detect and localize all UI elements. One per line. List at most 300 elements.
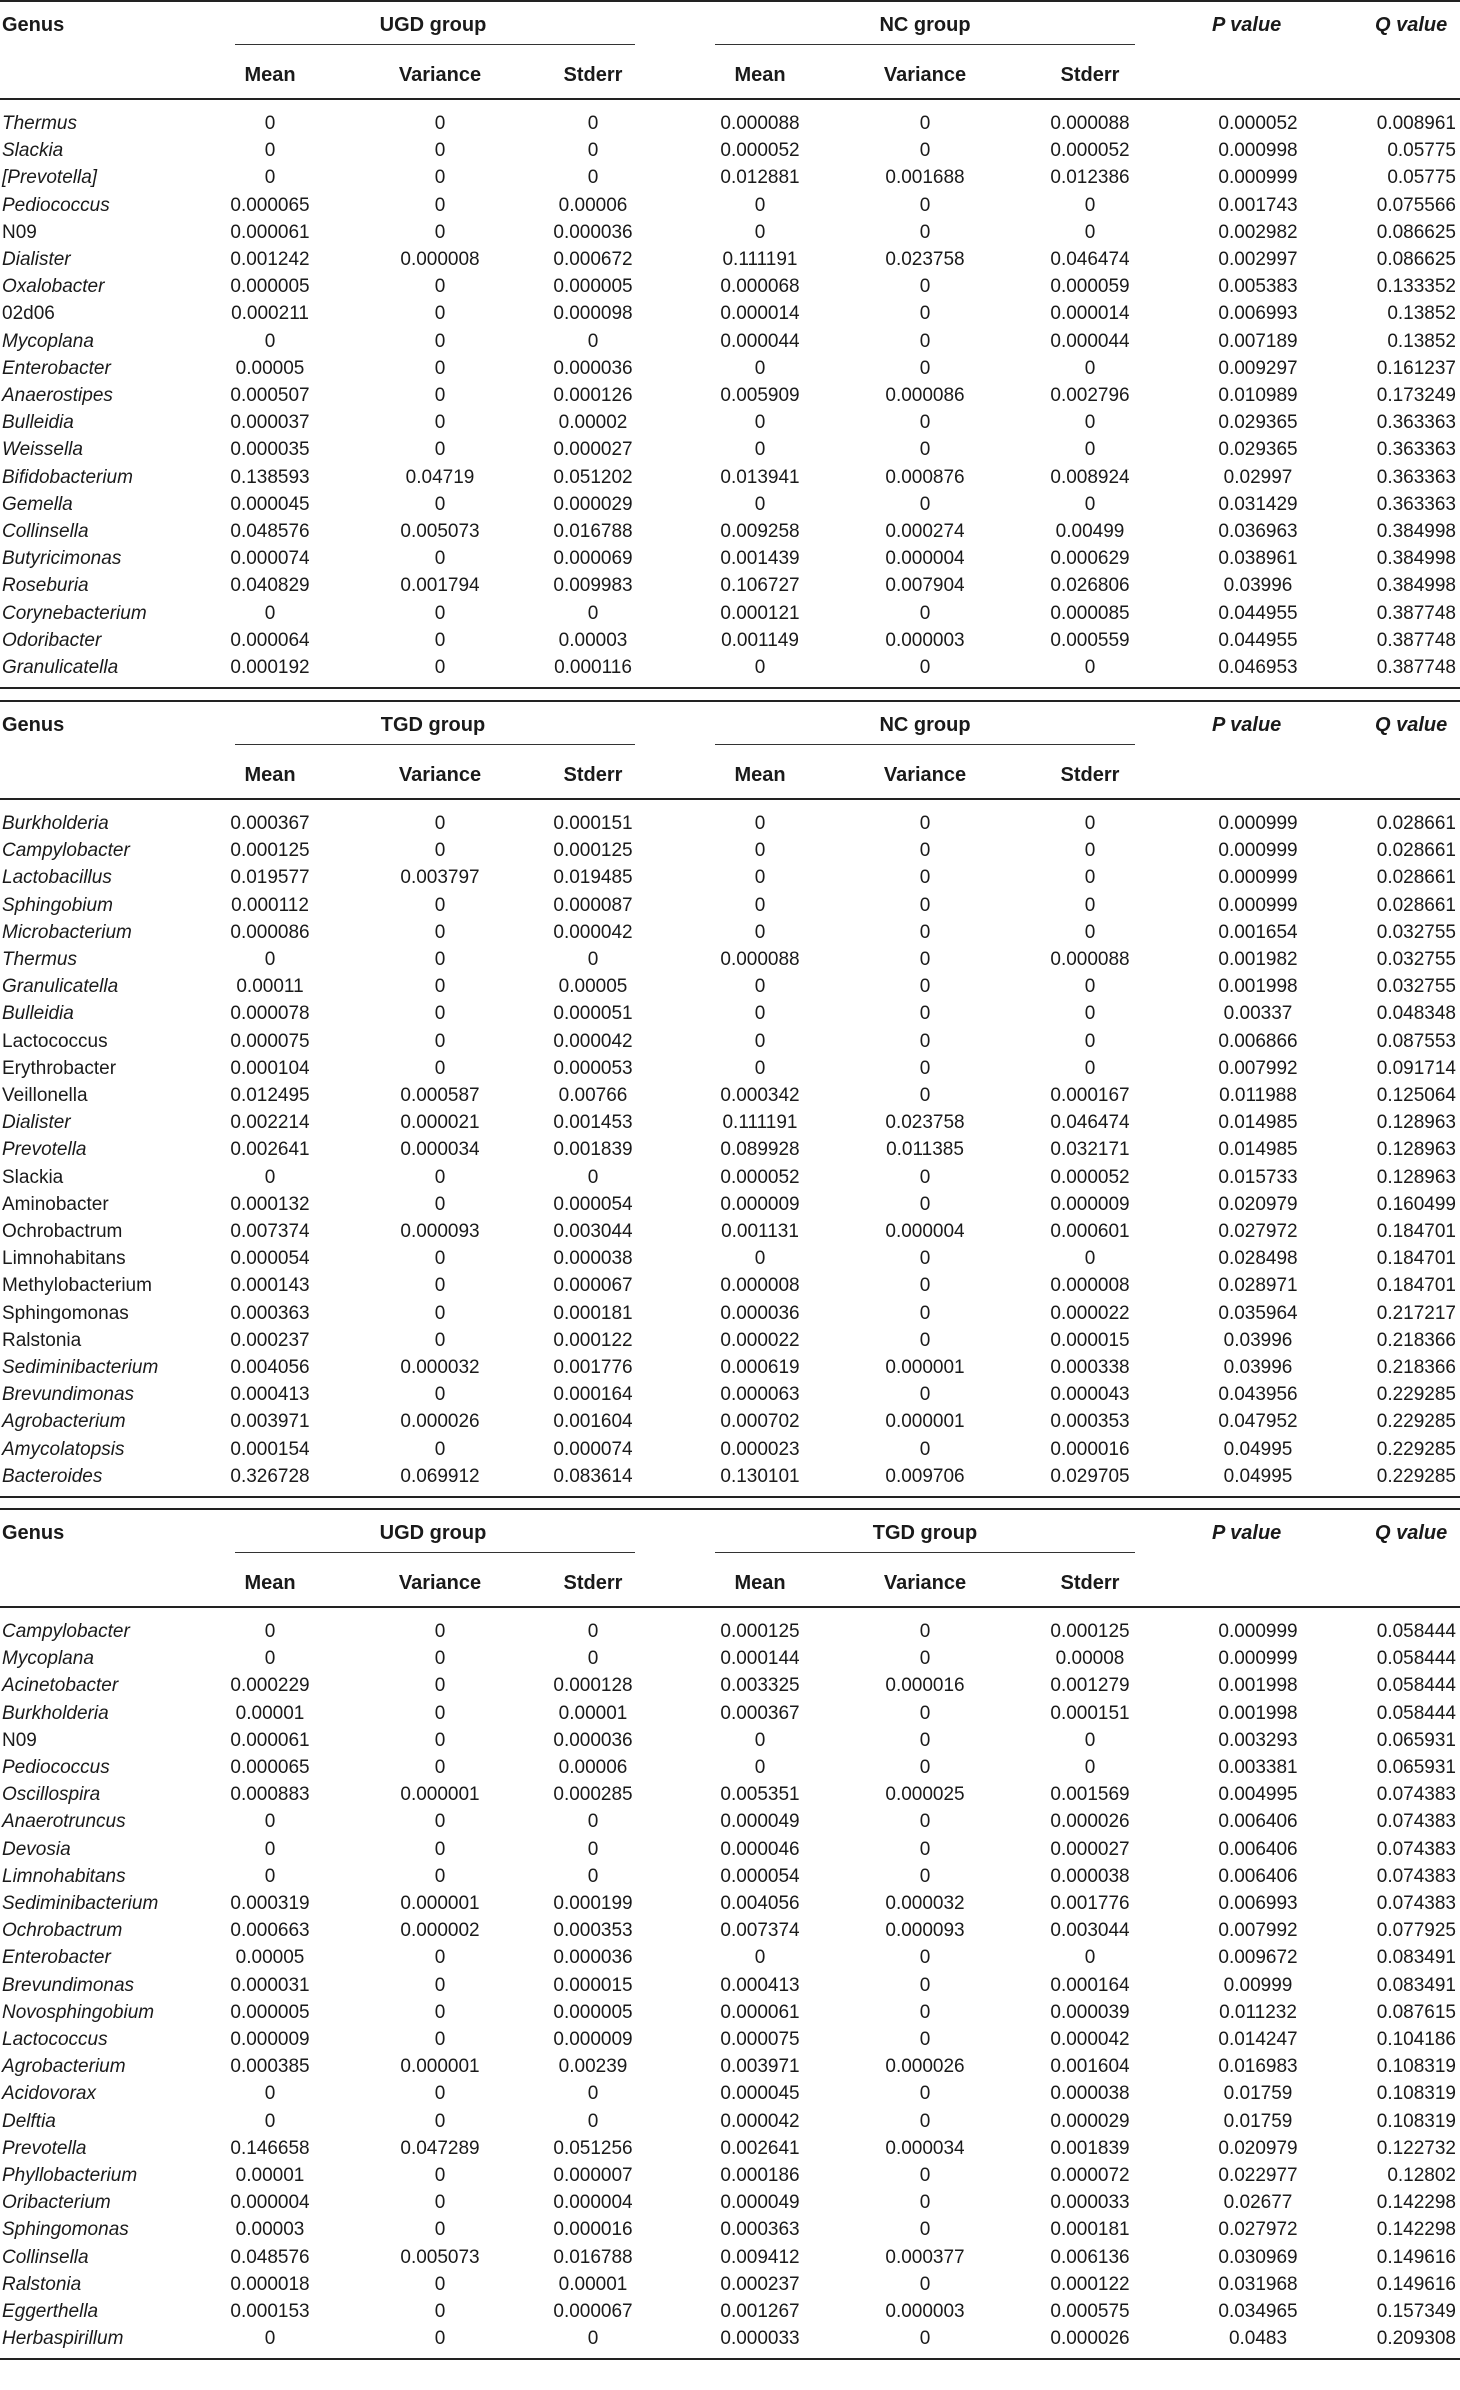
value-cell: 0.000049 bbox=[720, 2192, 800, 2214]
genus-header: Genus bbox=[2, 1522, 65, 1544]
value-cell: 0 bbox=[919, 1702, 931, 1724]
q-value-header: Q value bbox=[1375, 14, 1448, 36]
value-cell: 0.000007 bbox=[553, 2165, 633, 2186]
value-cell: 0.058444 bbox=[1376, 1675, 1456, 1697]
value-cell: 0.00001 bbox=[235, 2165, 305, 2186]
value-cell: 0.161237 bbox=[1376, 357, 1456, 379]
genus-cell: Limnohabitans bbox=[2, 1248, 126, 1270]
table-row bbox=[0, 2053, 1460, 2080]
value-cell: 0.029705 bbox=[1050, 1465, 1130, 1487]
table-row bbox=[0, 1972, 1460, 1999]
table-row bbox=[0, 1164, 1460, 1191]
value-cell: 0.016788 bbox=[553, 2246, 633, 2268]
value-cell: 0.001604 bbox=[553, 1411, 633, 1433]
value-cell: 0 bbox=[434, 2219, 446, 2241]
value-cell: 0.000016 bbox=[553, 2219, 633, 2241]
value-cell: 0.04719 bbox=[405, 466, 475, 488]
value-cell: 0 bbox=[919, 1329, 931, 1351]
value-cell: 0 bbox=[587, 167, 599, 189]
value-cell: 0 bbox=[754, 1003, 766, 1025]
value-cell: 0.001242 bbox=[230, 249, 310, 270]
value-cell: 0.000065 bbox=[230, 1757, 310, 1778]
sub-header-variance: Variance bbox=[883, 1572, 967, 1594]
genus-cell: Ochrobactrum bbox=[2, 1920, 123, 1942]
value-cell: 0.001839 bbox=[553, 1139, 633, 1161]
value-cell: 0.003044 bbox=[553, 1221, 633, 1242]
value-cell: 0 bbox=[434, 894, 446, 916]
table-row bbox=[0, 273, 1460, 300]
value-cell: 0.000001 bbox=[885, 1411, 965, 1433]
value-cell: 0.03996 bbox=[1223, 1357, 1293, 1378]
table-row bbox=[0, 2216, 1460, 2243]
value-cell: 0.209308 bbox=[1376, 2328, 1456, 2350]
genus-cell: Odoribacter bbox=[2, 629, 102, 651]
value-cell: 0 bbox=[919, 113, 931, 134]
value-cell: 0.000063 bbox=[720, 1384, 800, 1406]
value-cell: 0.030969 bbox=[1218, 2246, 1298, 2268]
table-row bbox=[0, 1672, 1460, 1699]
value-cell: 0.031429 bbox=[1218, 493, 1298, 515]
value-cell: 0.000342 bbox=[720, 1085, 800, 1106]
value-cell: 0 bbox=[919, 657, 931, 678]
genus-cell: Roseburia bbox=[2, 575, 89, 597]
value-cell: 0.010989 bbox=[1218, 385, 1298, 406]
value-cell: 0.000009 bbox=[720, 1193, 800, 1215]
value-cell: 0 bbox=[434, 330, 446, 352]
value-cell: 0.074383 bbox=[1376, 1838, 1456, 1860]
value-cell: 0.036963 bbox=[1218, 521, 1298, 542]
value-cell: 0.000088 bbox=[1050, 113, 1130, 134]
table-row bbox=[0, 328, 1460, 355]
value-cell: 0 bbox=[264, 602, 276, 624]
table-row bbox=[0, 1463, 1460, 1490]
table-row bbox=[0, 1836, 1460, 1863]
value-cell: 0.000237 bbox=[230, 1329, 310, 1351]
value-cell: 0 bbox=[434, 439, 446, 461]
value-cell: 0 bbox=[919, 1003, 931, 1025]
genus-cell: Bifidobacterium bbox=[2, 466, 133, 488]
value-cell: 0.027972 bbox=[1218, 2219, 1298, 2241]
value-cell: 0 bbox=[919, 1030, 931, 1052]
table-row bbox=[0, 1055, 1460, 1082]
value-cell: 0 bbox=[434, 1811, 446, 1833]
value-cell: 0.074383 bbox=[1376, 1784, 1456, 1806]
value-cell: 0 bbox=[919, 1302, 931, 1324]
value-cell: 0.048348 bbox=[1376, 1003, 1456, 1025]
genus-cell: Bulleidia bbox=[2, 412, 74, 434]
value-cell: 0 bbox=[1084, 221, 1096, 243]
group2-underline bbox=[715, 744, 1135, 745]
value-cell: 0.000044 bbox=[1050, 330, 1130, 352]
value-cell: 0 bbox=[1084, 1003, 1096, 1025]
sub-header-stderr: Stderr bbox=[563, 64, 623, 86]
value-cell: 0 bbox=[264, 140, 276, 162]
value-cell: 0 bbox=[587, 602, 599, 624]
value-cell: 0.128963 bbox=[1376, 1166, 1456, 1188]
table-row bbox=[0, 892, 1460, 919]
value-cell: 0 bbox=[587, 2328, 599, 2350]
value-cell: 0.000085 bbox=[1050, 602, 1130, 624]
table-row bbox=[0, 837, 1460, 864]
value-cell: 0.074383 bbox=[1376, 1893, 1456, 1914]
table-row bbox=[0, 1944, 1460, 1971]
table-bottom-rule bbox=[0, 2358, 1460, 2360]
value-cell: 0.000054 bbox=[553, 1193, 633, 1215]
value-cell: 0.000876 bbox=[885, 466, 965, 488]
value-cell: 0.000087 bbox=[553, 894, 633, 916]
value-cell: 0 bbox=[264, 1648, 276, 1670]
value-cell: 0.000022 bbox=[1050, 1302, 1130, 1324]
value-cell: 0.000046 bbox=[720, 1838, 800, 1860]
genus-cell: Erythrobacter bbox=[2, 1057, 117, 1079]
genus-cell: [Prevotella] bbox=[2, 167, 98, 189]
genus-cell: Brevundimonas bbox=[2, 1974, 135, 1996]
table-row bbox=[0, 1245, 1460, 1272]
value-cell: 0.009258 bbox=[720, 521, 800, 542]
value-cell: 0.091714 bbox=[1376, 1057, 1456, 1079]
value-cell: 0 bbox=[754, 921, 766, 943]
table-row bbox=[0, 1781, 1460, 1808]
value-cell: 0.047952 bbox=[1218, 1411, 1298, 1433]
value-cell: 0.048576 bbox=[230, 521, 310, 542]
value-cell: 0.009983 bbox=[553, 575, 633, 597]
value-cell: 0.000035 bbox=[230, 439, 310, 461]
value-cell: 0.000014 bbox=[1050, 303, 1130, 325]
genus-cell: Dialister bbox=[2, 1112, 71, 1134]
value-cell: 0.077925 bbox=[1376, 1920, 1456, 1942]
value-cell: 0.326728 bbox=[230, 1465, 310, 1487]
table-row bbox=[0, 1354, 1460, 1381]
table-row bbox=[0, 1754, 1460, 1781]
value-cell: 0 bbox=[587, 330, 599, 352]
value-cell: 0.387748 bbox=[1376, 629, 1456, 651]
value-cell: 0.000367 bbox=[720, 1702, 800, 1724]
value-cell: 0.000061 bbox=[720, 2001, 800, 2023]
value-cell: 0 bbox=[587, 113, 599, 134]
value-cell: 0.142298 bbox=[1376, 2192, 1456, 2214]
genus-cell: Veillonella bbox=[2, 1085, 88, 1106]
sub-header-stderr: Stderr bbox=[563, 764, 623, 786]
value-cell: 0.363363 bbox=[1376, 466, 1456, 488]
value-cell: 0.011385 bbox=[886, 1139, 964, 1161]
value-cell: 0.05775 bbox=[1387, 167, 1456, 189]
value-cell: 0 bbox=[434, 1030, 446, 1052]
value-cell: 0 bbox=[919, 1974, 931, 1996]
value-cell: 0.014247 bbox=[1218, 2029, 1298, 2050]
genus-cell: Thermus bbox=[2, 949, 77, 970]
value-cell: 0 bbox=[434, 1193, 446, 1215]
value-cell: 0.016788 bbox=[553, 521, 633, 542]
value-cell: 0 bbox=[587, 949, 599, 970]
table-row bbox=[0, 1028, 1460, 1055]
value-cell: 0.069912 bbox=[400, 1465, 480, 1487]
value-cell: 0.009297 bbox=[1218, 357, 1298, 379]
value-cell: 0.028661 bbox=[1376, 813, 1456, 834]
group2-header: NC group bbox=[879, 14, 971, 36]
value-cell: 0.142298 bbox=[1376, 2219, 1456, 2241]
sub-header-mean: Mean bbox=[244, 1572, 296, 1594]
genus-cell: Agrobacterium bbox=[2, 2056, 126, 2078]
value-cell: 0 bbox=[264, 2328, 276, 2350]
table-row bbox=[0, 2244, 1460, 2271]
value-cell: 0.000008 bbox=[720, 1275, 800, 1297]
value-cell: 0.000999 bbox=[1218, 813, 1298, 834]
value-cell: 0 bbox=[919, 2328, 931, 2350]
value-cell: 0 bbox=[754, 1947, 766, 1969]
value-cell: 0.184701 bbox=[1376, 1221, 1456, 1242]
value-cell: 0.000186 bbox=[720, 2165, 800, 2186]
genus-cell: Novosphingobium bbox=[2, 2001, 155, 2023]
value-cell: 0.000151 bbox=[1050, 1702, 1130, 1724]
value-cell: 0.000122 bbox=[1050, 2273, 1130, 2295]
value-cell: 0.003971 bbox=[230, 1411, 310, 1433]
value-cell: 0.026806 bbox=[1050, 575, 1130, 597]
value-cell: 0.01759 bbox=[1223, 2110, 1293, 2132]
value-cell: 0.016983 bbox=[1218, 2056, 1298, 2078]
genus-cell: Burkholderia bbox=[2, 1702, 109, 1724]
value-cell: 0.000025 bbox=[885, 1784, 965, 1806]
value-cell: 0 bbox=[754, 221, 766, 243]
value-cell: 0 bbox=[754, 412, 766, 434]
value-cell: 0.157349 bbox=[1376, 2301, 1456, 2322]
value-cell: 0 bbox=[587, 1621, 599, 1642]
value-cell: 0.149616 bbox=[1376, 2246, 1456, 2268]
value-cell: 0 bbox=[1084, 493, 1096, 515]
value-cell: 0.000587 bbox=[400, 1085, 480, 1106]
value-cell: 0 bbox=[264, 167, 276, 189]
value-cell: 0.108319 bbox=[1376, 2056, 1456, 2078]
value-cell: 0.000122 bbox=[553, 1329, 633, 1351]
value-cell: 0.000363 bbox=[720, 2219, 800, 2241]
value-cell: 0.000144 bbox=[720, 1648, 800, 1670]
value-cell: 0 bbox=[919, 2083, 931, 2105]
value-cell: 0.000128 bbox=[553, 1675, 633, 1697]
value-cell: 0 bbox=[754, 976, 766, 998]
value-cell: 0.009412 bbox=[720, 2246, 800, 2268]
value-cell: 0.000038 bbox=[1050, 2083, 1130, 2105]
value-cell: 0.00337 bbox=[1223, 1003, 1293, 1025]
value-cell: 0.05775 bbox=[1387, 140, 1456, 162]
table-row bbox=[0, 1727, 1460, 1754]
value-cell: 0.004056 bbox=[720, 1893, 800, 1914]
value-cell: 0.384998 bbox=[1376, 521, 1456, 542]
genus-cell: Campylobacter bbox=[2, 840, 130, 862]
genus-cell: Acinetobacter bbox=[2, 1675, 119, 1697]
value-cell: 0 bbox=[434, 1648, 446, 1670]
value-cell: 0 bbox=[754, 1248, 766, 1270]
genus-cell: Slackia bbox=[2, 140, 64, 162]
sub-header-variance: Variance bbox=[398, 1572, 482, 1594]
genus-cell: Oxalobacter bbox=[2, 276, 105, 298]
value-cell: 0 bbox=[434, 602, 446, 624]
value-cell: 0.13852 bbox=[1387, 330, 1456, 352]
value-cell: 0.000507 bbox=[230, 385, 310, 406]
group1-underline bbox=[235, 744, 635, 745]
value-cell: 0 bbox=[919, 2219, 931, 2241]
value-cell: 0.038961 bbox=[1218, 548, 1298, 570]
value-cell: 0 bbox=[919, 1438, 931, 1460]
genus-cell: N09 bbox=[2, 221, 37, 243]
value-cell: 0.000075 bbox=[230, 1030, 310, 1052]
value-cell: 0 bbox=[754, 813, 766, 834]
value-cell: 0.000112 bbox=[231, 894, 309, 916]
genus-cell: Dialister bbox=[2, 249, 71, 270]
value-cell: 0.000629 bbox=[1050, 548, 1130, 570]
value-cell: 0.001794 bbox=[400, 575, 480, 597]
value-cell: 0.006406 bbox=[1218, 1838, 1298, 1860]
value-cell: 0 bbox=[434, 1838, 446, 1860]
genus-cell: Lactococcus bbox=[2, 1030, 108, 1052]
value-cell: 0 bbox=[434, 2192, 446, 2214]
value-cell: 0.000053 bbox=[553, 1057, 633, 1079]
genus-cell: Oribacterium bbox=[2, 2192, 111, 2214]
genus-cell: Herbaspirillum bbox=[2, 2328, 124, 2350]
genus-cell: Aminobacter bbox=[2, 1193, 109, 1215]
table-row bbox=[0, 2026, 1460, 2053]
genus-cell: Sphingomonas bbox=[2, 1302, 129, 1324]
table-row bbox=[0, 1618, 1460, 1645]
value-cell: 0.009672 bbox=[1218, 1947, 1298, 1969]
table-row bbox=[0, 518, 1460, 545]
table-row bbox=[0, 1408, 1460, 1435]
value-cell: 0.000037 bbox=[230, 412, 310, 434]
value-cell: 0 bbox=[1084, 357, 1096, 379]
value-cell: 0 bbox=[434, 1248, 446, 1270]
value-cell: 0.000067 bbox=[553, 1275, 633, 1297]
p-value-header: P value bbox=[1212, 14, 1282, 36]
value-cell: 0.000009 bbox=[553, 2029, 633, 2050]
group1-header: UGD group bbox=[379, 1522, 487, 1544]
value-cell: 0.138593 bbox=[230, 466, 310, 488]
value-cell: 0.000032 bbox=[400, 1357, 480, 1378]
table-row bbox=[0, 2080, 1460, 2107]
value-cell: 0.022977 bbox=[1218, 2165, 1298, 2186]
value-cell: 0.003971 bbox=[720, 2056, 800, 2078]
value-cell: 0 bbox=[754, 1757, 766, 1778]
value-cell: 0.005073 bbox=[400, 2246, 480, 2268]
value-cell: 0 bbox=[434, 357, 446, 379]
group1-underline bbox=[235, 1552, 635, 1553]
value-cell: 0.028661 bbox=[1376, 867, 1456, 889]
table-row bbox=[0, 2271, 1460, 2298]
genus-cell: Ochrobactrum bbox=[2, 1221, 123, 1242]
value-cell: 0.086625 bbox=[1376, 221, 1456, 243]
value-cell: 0.002997 bbox=[1218, 249, 1298, 270]
value-cell: 0.011232 bbox=[1219, 2001, 1297, 2023]
value-cell: 0.000018 bbox=[230, 2273, 310, 2295]
value-cell: 0.000016 bbox=[885, 1675, 965, 1697]
value-cell: 0 bbox=[1084, 657, 1096, 678]
value-cell: 0.218366 bbox=[1376, 1357, 1456, 1378]
genus-cell: Agrobacterium bbox=[2, 1411, 126, 1433]
value-cell: 0 bbox=[1084, 1947, 1096, 1969]
table-row bbox=[0, 1999, 1460, 2026]
value-cell: 0.00003 bbox=[558, 629, 628, 651]
value-cell: 0 bbox=[919, 2165, 931, 2186]
value-cell: 0.000093 bbox=[400, 1221, 480, 1242]
value-cell: 0 bbox=[434, 140, 446, 162]
value-cell: 0.083491 bbox=[1376, 1947, 1456, 1969]
value-cell: 0.051256 bbox=[553, 2137, 633, 2159]
value-cell: 0.000036 bbox=[720, 1302, 800, 1324]
value-cell: 0 bbox=[434, 1302, 446, 1324]
value-cell: 0.027972 bbox=[1218, 1221, 1298, 1242]
value-cell: 0.000413 bbox=[720, 1974, 800, 1996]
value-cell: 0.001654 bbox=[1218, 921, 1298, 943]
table-header-rule bbox=[0, 98, 1460, 100]
value-cell: 0 bbox=[1084, 1030, 1096, 1052]
value-cell: 0 bbox=[434, 167, 446, 189]
value-cell: 0.000104 bbox=[230, 1057, 310, 1079]
value-cell: 0 bbox=[754, 357, 766, 379]
value-cell: 0 bbox=[1084, 412, 1096, 434]
table-row bbox=[0, 246, 1460, 273]
value-cell: 0.00001 bbox=[558, 2273, 628, 2295]
value-cell: 0.217217 bbox=[1376, 1302, 1456, 1324]
value-cell: 0.000072 bbox=[1050, 2165, 1130, 2186]
value-cell: 0.000038 bbox=[1050, 1865, 1130, 1887]
value-cell: 0.104186 bbox=[1376, 2029, 1456, 2050]
table-row bbox=[0, 491, 1460, 518]
value-cell: 0.000702 bbox=[720, 1411, 800, 1433]
table-row bbox=[0, 2162, 1460, 2189]
value-cell: 0 bbox=[434, 1003, 446, 1025]
table-row bbox=[0, 864, 1460, 891]
value-cell: 0.387748 bbox=[1376, 602, 1456, 624]
value-cell: 0 bbox=[587, 1648, 599, 1670]
value-cell: 0.004056 bbox=[230, 1357, 310, 1378]
value-cell: 0 bbox=[754, 840, 766, 862]
table-header-rule bbox=[0, 798, 1460, 800]
value-cell: 0 bbox=[1084, 1248, 1096, 1270]
value-cell: 0.00005 bbox=[235, 357, 305, 379]
value-cell: 0.000143 bbox=[230, 1275, 310, 1297]
value-cell: 0 bbox=[919, 1729, 931, 1751]
genus-cell: Sphingobium bbox=[2, 894, 113, 916]
value-cell: 0.000093 bbox=[885, 1920, 965, 1942]
value-cell: 0.000075 bbox=[720, 2029, 800, 2050]
value-cell: 0 bbox=[919, 1865, 931, 1887]
value-cell: 0.229285 bbox=[1376, 1384, 1456, 1406]
value-cell: 0.01759 bbox=[1223, 2083, 1293, 2105]
value-cell: 0.000054 bbox=[230, 1248, 310, 1270]
value-cell: 0.000999 bbox=[1218, 867, 1298, 889]
value-cell: 0 bbox=[1084, 840, 1096, 862]
value-cell: 0.108319 bbox=[1376, 2083, 1456, 2105]
genus-cell: Thermus bbox=[2, 113, 77, 134]
value-cell: 0 bbox=[919, 2029, 931, 2050]
value-cell: 0.000074 bbox=[553, 1438, 633, 1460]
genus-cell: Prevotella bbox=[2, 1139, 87, 1161]
value-cell: 0 bbox=[1084, 194, 1096, 216]
table-row bbox=[0, 1917, 1460, 1944]
value-cell: 0.000064 bbox=[230, 629, 310, 651]
value-cell: 0.046474 bbox=[1050, 1112, 1130, 1134]
value-cell: 0 bbox=[434, 2083, 446, 2105]
value-cell: 0.387748 bbox=[1376, 657, 1456, 678]
value-cell: 0.051202 bbox=[553, 466, 633, 488]
value-cell: 0 bbox=[919, 330, 931, 352]
table-row bbox=[0, 946, 1460, 973]
value-cell: 0 bbox=[434, 921, 446, 943]
genus-cell: Gemella bbox=[2, 493, 73, 515]
value-cell: 0.000125 bbox=[1050, 1621, 1130, 1642]
value-cell: 0.001998 bbox=[1218, 1675, 1298, 1697]
value-cell: 0.000032 bbox=[885, 1893, 965, 1914]
sub-header-stderr: Stderr bbox=[1060, 1572, 1120, 1594]
table-row bbox=[0, 219, 1460, 246]
value-cell: 0.000003 bbox=[885, 629, 965, 651]
